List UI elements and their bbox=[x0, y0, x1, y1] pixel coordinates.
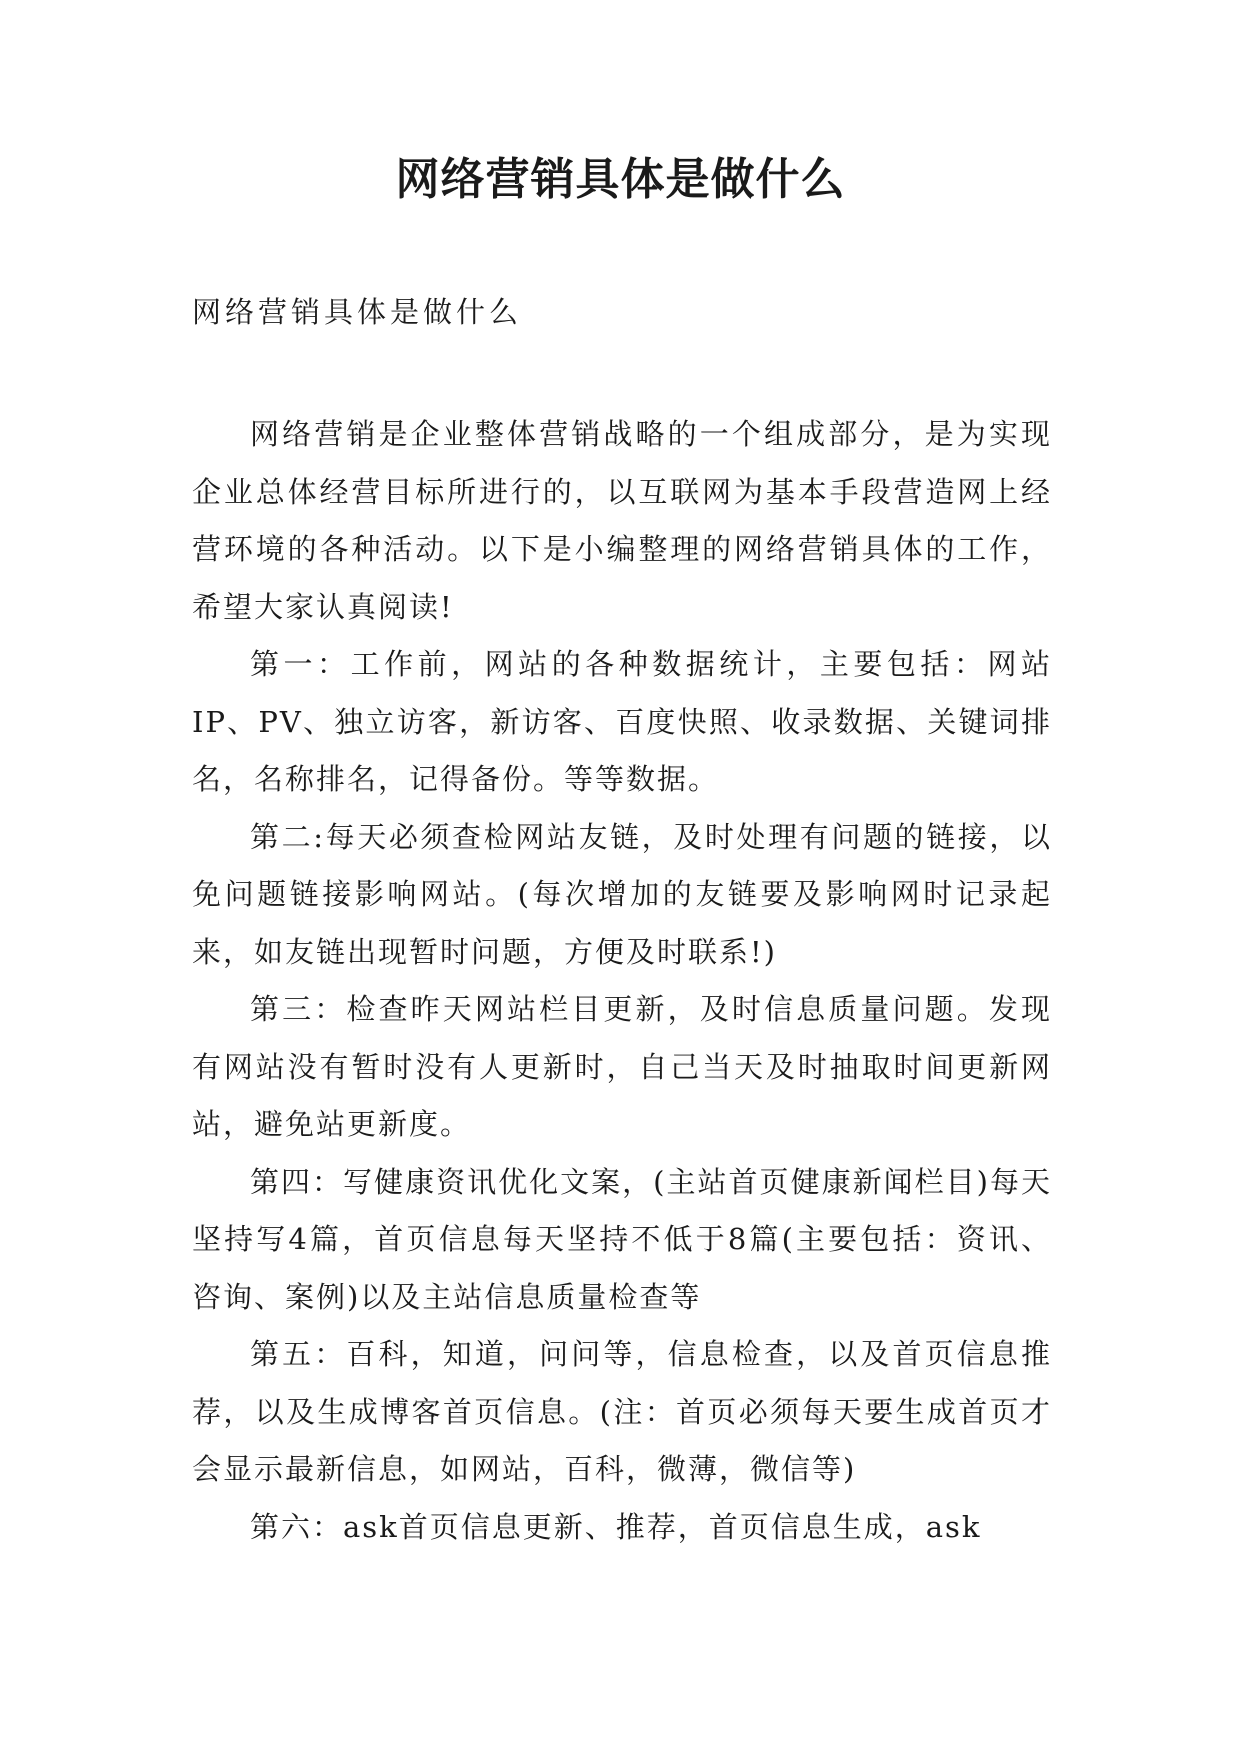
document-subtitle: 网络营销具体是做什么 bbox=[192, 295, 523, 329]
paragraph-step-4: 第四：写健康资讯优化文案，(主站首页健康新闻栏目)每天坚持写4篇，首页信息每天坚持不低于8篇(主要包括：资讯、咨询、案例)以及主站信息质量检查等 bbox=[192, 1164, 1052, 1314]
paragraph-step-6: 第六：ask首页信息更新、推荐，首页信息生成，ask bbox=[250, 1509, 982, 1544]
paragraph-step-3: 第三：检查昨天网站栏目更新，及时信息质量问题。发现有网站没有暂时没有人更新时，自己当天及时抽取时间更新网站，避免站更新度。 bbox=[192, 992, 1052, 1141]
paragraph-step-1: 第一：工作前，网站的各种数据统计，主要包括：网站IP、PV、独立访客，新访客、百度快照、收录数据、关键词排名，名称排名，记得备份。等等数据。 bbox=[192, 647, 1052, 796]
paragraph-step-2: 第二:每天必须查检网站友链，及时处理有问题的链接，以免问题链接影响网站。(每次增加的友链要及影响网时记录起来，如友链出现暂时问题，方便及时联系!) bbox=[192, 819, 1052, 969]
document-body bbox=[192, 406, 1052, 1556]
paragraph-step-5: 第五：百科，知道，问问等，信息检查，以及首页信息推荐，以及生成博客首页信息。(注：首页必须每天要生成首页才会显示最新信息，如网站，百科，微薄，微信等) bbox=[192, 1337, 1052, 1486]
paragraph-intro: 网络营销是企业整体营销战略的一个组成部分，是为实现企业总体经营目标所进行的，以互联网为基本手段营造网上经营环境的各种活动。以下是小编整理的网络营销具体的工作，希望大家认真阅读! bbox=[192, 417, 1052, 624]
document-title: 网络营销具体是做什么 bbox=[395, 154, 846, 205]
